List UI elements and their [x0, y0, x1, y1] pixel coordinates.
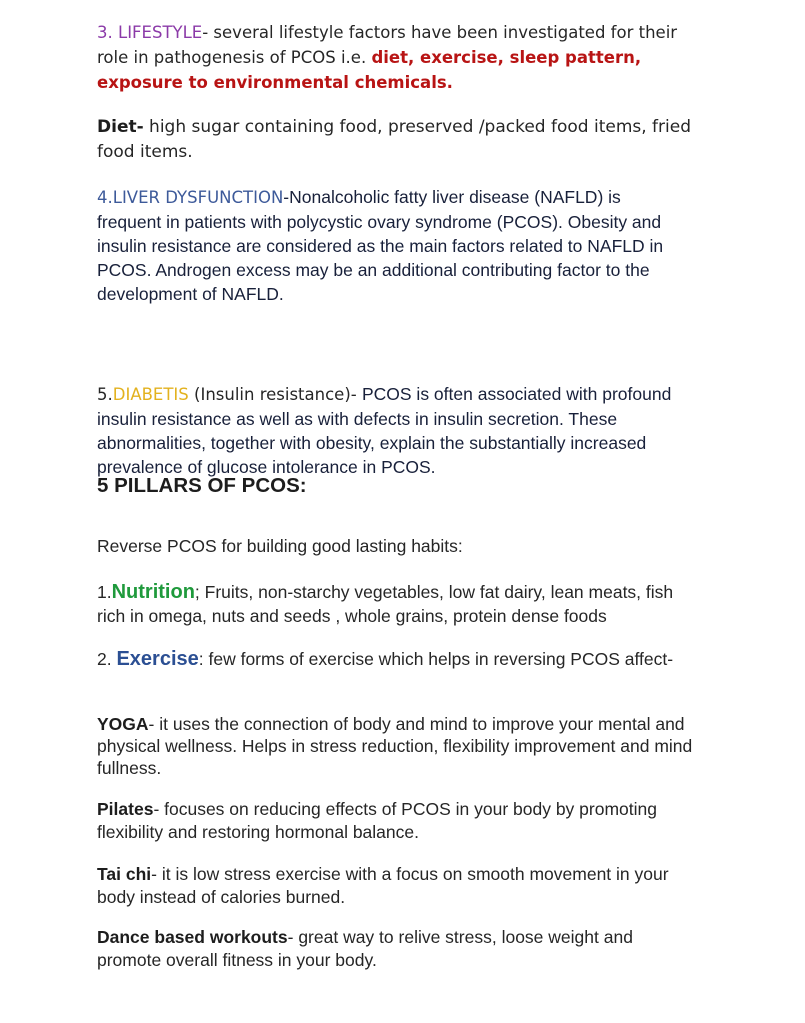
lifestyle-title: LIFESTYLE: [118, 23, 203, 42]
nutrition-number: 1.: [97, 582, 112, 602]
diabetis-subtitle: (Insulin resistance)-: [188, 385, 362, 404]
nutrition-title: Nutrition: [111, 581, 195, 603]
dance-paragraph: [97, 926, 697, 972]
liver-number: 4.: [97, 188, 113, 207]
diabetis-paragraph: [97, 382, 717, 479]
liver-title: LIVER DYSFUNCTION: [112, 188, 284, 207]
lifestyle-text: - several lifestyle factors have been investigated for their role in pathogenesis of PCOS i.e.: [97, 23, 678, 67]
exercise-paragraph: [97, 647, 697, 671]
pilates-paragraph: [97, 798, 712, 844]
pilates-text: - focuses on reducing effects of PCOS in your body by promoting flexibility and restoring hormonal balance.: [97, 799, 657, 842]
liver-paragraph: [97, 185, 677, 306]
taichi-label: Tai chi: [97, 864, 152, 884]
dance-text: - great way to relive stress, loose weight and promote overall fitness in your body.: [97, 927, 633, 970]
pillars-intro: Reverse PCOS for building good lasting habits:: [97, 536, 463, 556]
yoga-paragraph: [97, 713, 707, 779]
diet-label: Diet-: [97, 117, 144, 137]
taichi-text: - it is low stress exercise with a focus on smooth movement in your body instead of calories burned.: [97, 864, 669, 907]
diet-paragraph: [97, 115, 697, 165]
exercise-title: Exercise: [116, 648, 199, 670]
lifestyle-number: 3.: [97, 23, 118, 42]
liver-text: -Nonalcoholic fatty liver disease (NAFLD) is frequent in patients with polycystic ovary syndrome (PCOS). Obesity and insulin resistance are considered as the main factors related to NAFLD in PCOS. Androgen excess may be an additional contributing factor to the development of NAFLD.: [97, 187, 664, 304]
yoga-text: - it uses the connection of body and mind to improve your mental and physical wellness. Helps in stress reduction, flexibility improvement and mind fullness.: [97, 714, 693, 778]
exercise-text: : few forms of exercise which helps in reversing PCOS affect-: [198, 649, 674, 669]
nutrition-text: ; Fruits, non-starchy vegetables, low fat dairy, lean meats, fish rich in omega, nuts and seeds , whole grains, protein dense foods: [97, 582, 674, 626]
pillars-heading: 5 PILLARS OF PCOS:: [97, 474, 307, 497]
diabetis-text: PCOS is often associated with profound insulin resistance as well as with defects in insulin secretion. These abnormalities, together with obesity, explain the substantially increased prevalence of glucose intolerance in PCOS.: [97, 384, 672, 477]
exercise-number: 2.: [97, 649, 117, 669]
dance-label: Dance based workouts: [97, 927, 288, 947]
yoga-label: YOGA: [97, 714, 149, 734]
nutrition-paragraph: [97, 580, 697, 628]
lifestyle-paragraph: [97, 20, 697, 95]
diabetis-number: 5.: [97, 385, 113, 404]
lifestyle-highlight: diet, exercise, sleep pattern, exposure to environmental chemicals.: [97, 48, 642, 92]
pilates-label: Pilates: [97, 799, 154, 819]
taichi-paragraph: [97, 863, 687, 909]
diet-text: high sugar containing food, preserved /packed food items, fried food items.: [97, 117, 692, 162]
diabetis-title: DIABETIS: [112, 385, 189, 404]
